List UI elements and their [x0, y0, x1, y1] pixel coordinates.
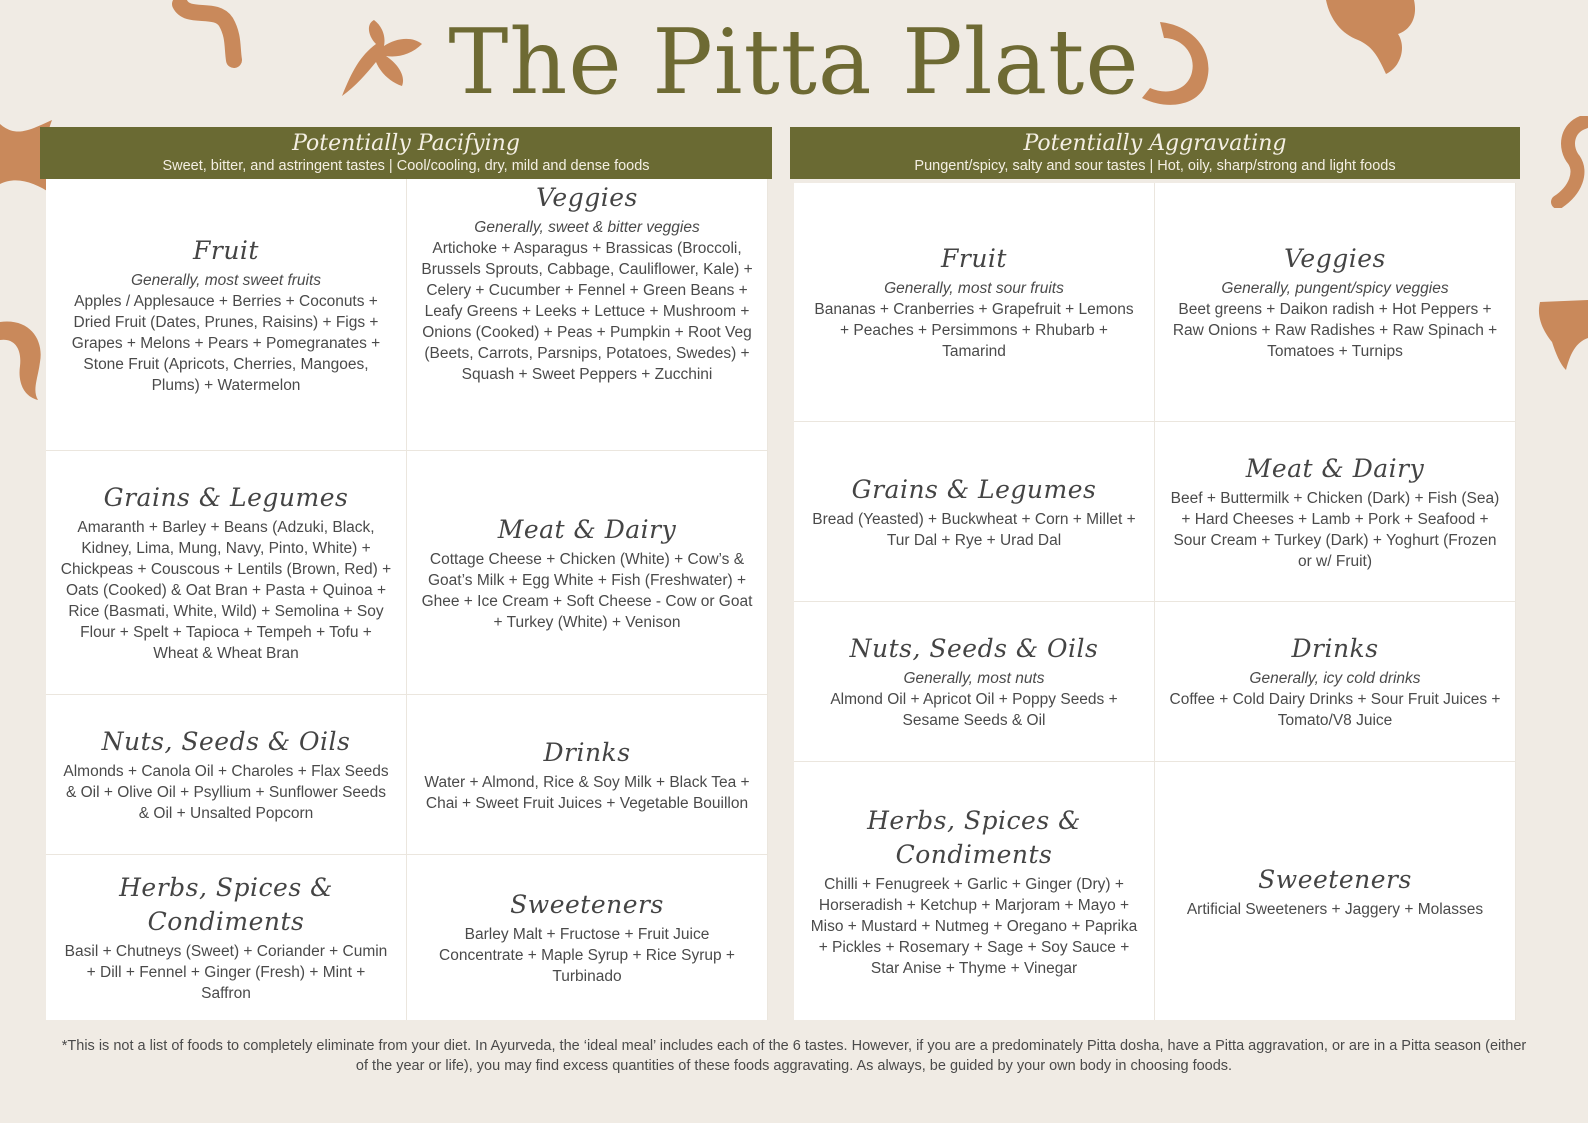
aggravating-grid [794, 183, 1516, 1020]
aggravating-grains-cell [794, 422, 1155, 602]
pacifying-nuts-title: Nuts, Seeds & Oils [101, 727, 351, 756]
footer-note: *This is not a list of foods to completely eliminate from your diet. In Ayurveda, the ‘ideal meal’ includes each of the 6 tastes. However, if you are a predominately Pitta dosha, have a Pitta aggravation, or are in a Pitta season (either of the year or life), you may find excess quantities of these foods aggravating. As always, be guided by your own body in choosing foods. [61, 1038, 1527, 1074]
pacifying-fruit-lead: Generally, most sweet fruits [130, 271, 322, 289]
aggravating-fruit-title: Fruit [941, 244, 1007, 273]
aggravating-veggies-lead: Generally, pungent/spicy veggies [1221, 280, 1449, 297]
aggravating-drinks-list: Coffee + Cold Dairy Drinks + Sour Fruit Juices + Tomato/V8 Juice [1169, 691, 1501, 729]
pacifying-herbs-title: Herbs, Spices & Condiments [119, 873, 333, 936]
pacifying-sweeteners-cell [407, 855, 768, 1020]
pacifying-header-subtitle: Sweet, bitter, and astringent tastes | Cool/cooling, dry, mild and dense foods [162, 158, 650, 174]
pacifying-meat-list: Cottage Cheese + Chicken (White) + Cow’s & Goat’s Milk + Egg White + Fish (Freshwater) + Ghee + Ice Cream + Soft Cheese - Cow or Goat + Turkey (White) + Venison [421, 550, 753, 631]
aggravating-meat-list: Beef + Buttermilk + Chicken (Dark) + Fish (Sea) + Hard Cheeses + Lamb + Pork + Seafood + Sour Cream + Turkey (Dark) + Yoghurt (Frozen or w/ Fruit) [1170, 489, 1500, 570]
pacifying-nuts-cell [46, 695, 407, 855]
aggravating-drinks-lead: Generally, icy cold drinks [1249, 670, 1421, 687]
aggravating-header-title: Potentially Aggravating [1023, 131, 1287, 156]
pacifying-sweeteners-list: Barley Malt + Fructose + Fruit Juice Concentrate + Maple Syrup + Rice Syrup + Turbinado [439, 926, 735, 985]
aggravating-nuts-lead: Generally, most nuts [903, 670, 1045, 687]
aggravating-grains-list: Bread (Yeasted) + Buckwheat + Corn + Millet + Tur Dal + Rye + Urad Dal [812, 510, 1136, 549]
pacifying-grid [46, 179, 768, 1020]
aggravating-nuts-title: Nuts, Seeds & Oils [849, 634, 1099, 663]
pacifying-drinks-cell [407, 695, 768, 855]
aggravating-herbs-title: Herbs, Spices & Condiments [867, 805, 1081, 869]
aggravating-veggies-list: Beet greens + Daikon radish + Hot Peppers + Raw Onions + Raw Radishes + Raw Spinach + Tomatoes + Turnips [1172, 301, 1498, 360]
aggravating-sweeteners-title: Sweeteners [1258, 864, 1412, 894]
pacifying-sweeteners-title: Sweeteners [510, 890, 664, 919]
aggravating-drinks-cell [1155, 602, 1516, 762]
aggravating-grains-title: Grains & Legumes [851, 474, 1097, 504]
aggravating-panel [790, 127, 1520, 179]
aggravating-fruit-list: Bananas + Cranberries + Grapefruit + Lemons + Peaches + Persimmons + Rhubarb + Tamarind [814, 301, 1134, 360]
pacifying-grains-list: Amaranth + Barley + Beans (Adzuki, Black, Kidney, Lima, Mung, Navy, Pinto, White) + Chickpeas + Couscous + Lentils (Brown, Red) + Oats (Cooked) & Oat Bran + Pasta + Quinoa + Rice (Basmati, White, Wild) + Semolina + Soy Flour + Spelt + Tapioca + Tempeh + Tofu + Wheat & Wheat Bran [60, 519, 392, 662]
aggravating-herbs-cell [794, 762, 1155, 1020]
pacifying-meat-title: Meat & Dairy [497, 514, 677, 544]
aggravating-sweeteners-list: Artificial Sweeteners + Jaggery + Molasses [1186, 900, 1484, 918]
pacifying-herbs-cell [46, 855, 407, 1020]
hook-decoration [0, 318, 44, 402]
s-curve-decoration [1540, 116, 1588, 208]
aggravating-header-subtitle: Pungent/spicy, salty and sour tastes | Hot, oily, sharp/strong and light foods [914, 158, 1396, 174]
aggravating-veggies-title: Veggies [1284, 244, 1386, 273]
pacifying-meat-cell [407, 451, 768, 695]
pacifying-header-title: Potentially Pacifying [292, 131, 520, 156]
aggravating-drinks-title: Drinks [1291, 634, 1379, 663]
pacifying-veggies-lead: Generally, sweet & bitter veggies [474, 219, 700, 236]
pacifying-fruit-list: Apples / Applesauce + Berries + Coconuts + Dried Fruit (Dates, Prunes, Raisins) + Figs + Grapes + Melons + Pears + Pomegranates + Stone Fruit (Apricots, Cherries, Mangoes, Plums) + Watermelon [71, 292, 381, 394]
pacifying-fruit-cell [46, 179, 407, 451]
aggravating-fruit-cell [794, 183, 1155, 422]
aggravating-meat-cell [1155, 422, 1516, 602]
aggravating-fruit-lead: Generally, most sour fruits [884, 280, 1064, 297]
pacifying-drinks-title: Drinks [543, 737, 631, 767]
pacifying-grains-cell [46, 451, 407, 695]
aggravating-sweeteners-cell [1155, 762, 1516, 1020]
aggravating-meat-title: Meat & Dairy [1245, 453, 1425, 483]
pacifying-nuts-list: Almonds + Canola Oil + Charoles + Flax Seeds & Oil + Olive Oil + Psyllium + Sunflower Seeds & Oil + Unsalted Popcorn [63, 763, 389, 822]
pacifying-header [40, 127, 772, 179]
aggravating-nuts-list: Almond Oil + Apricot Oil + Poppy Seeds + Sesame Seeds & Oil [830, 691, 1118, 729]
pacifying-herbs-list: Basil + Chutneys (Sweet) + Coriander + Cumin + Dill + Fennel + Ginger (Fresh) + Mint + Saffron [64, 943, 388, 1002]
corner-blob-decoration [1536, 298, 1588, 372]
pacifying-veggies-title: Veggies [536, 183, 638, 212]
pacifying-drinks-list: Water + Almond, Rice & Soy Milk + Black Tea + Chai + Sweet Fruit Juices + Vegetable Bouillon [424, 773, 750, 812]
aggravating-header [790, 127, 1520, 179]
pacifying-grains-title: Grains & Legumes [103, 483, 349, 512]
aggravating-nuts-cell [794, 602, 1155, 762]
pacifying-veggies-list: Artichoke + Asparagus + Brassicas (Broccoli, Brussels Sprouts, Cabbage, Cauliflower, Kale) + Celery + Cucumber + Fennel + Green Beans + Leafy Greens + Leeks + Lettuce + Mushroom + Onions (Cooked) + Peas + Pumpkin + Root Veg (Beets, Carrots, Parsnips, Potatoes, Swedes) + Squash + Sweet Peppers + Zucchini [421, 240, 753, 383]
page-title: The Pitta Plate [448, 10, 1140, 115]
pacifying-panel [40, 127, 772, 179]
aggravating-herbs-list: Chilli + Fenugreek + Garlic + Ginger (Dry) + Horseradish + Ketchup + Marjoram + Mayo + Miso + Mustard + Nutmeg + Oregano + Paprika + Pickles + Rosemary + Sage + Soy Sauce + Star Anise + Thyme + Vinegar [810, 875, 1138, 977]
pacifying-veggies-cell [407, 179, 768, 451]
pacifying-fruit-title: Fruit [193, 235, 259, 265]
aggravating-veggies-cell [1155, 183, 1516, 422]
